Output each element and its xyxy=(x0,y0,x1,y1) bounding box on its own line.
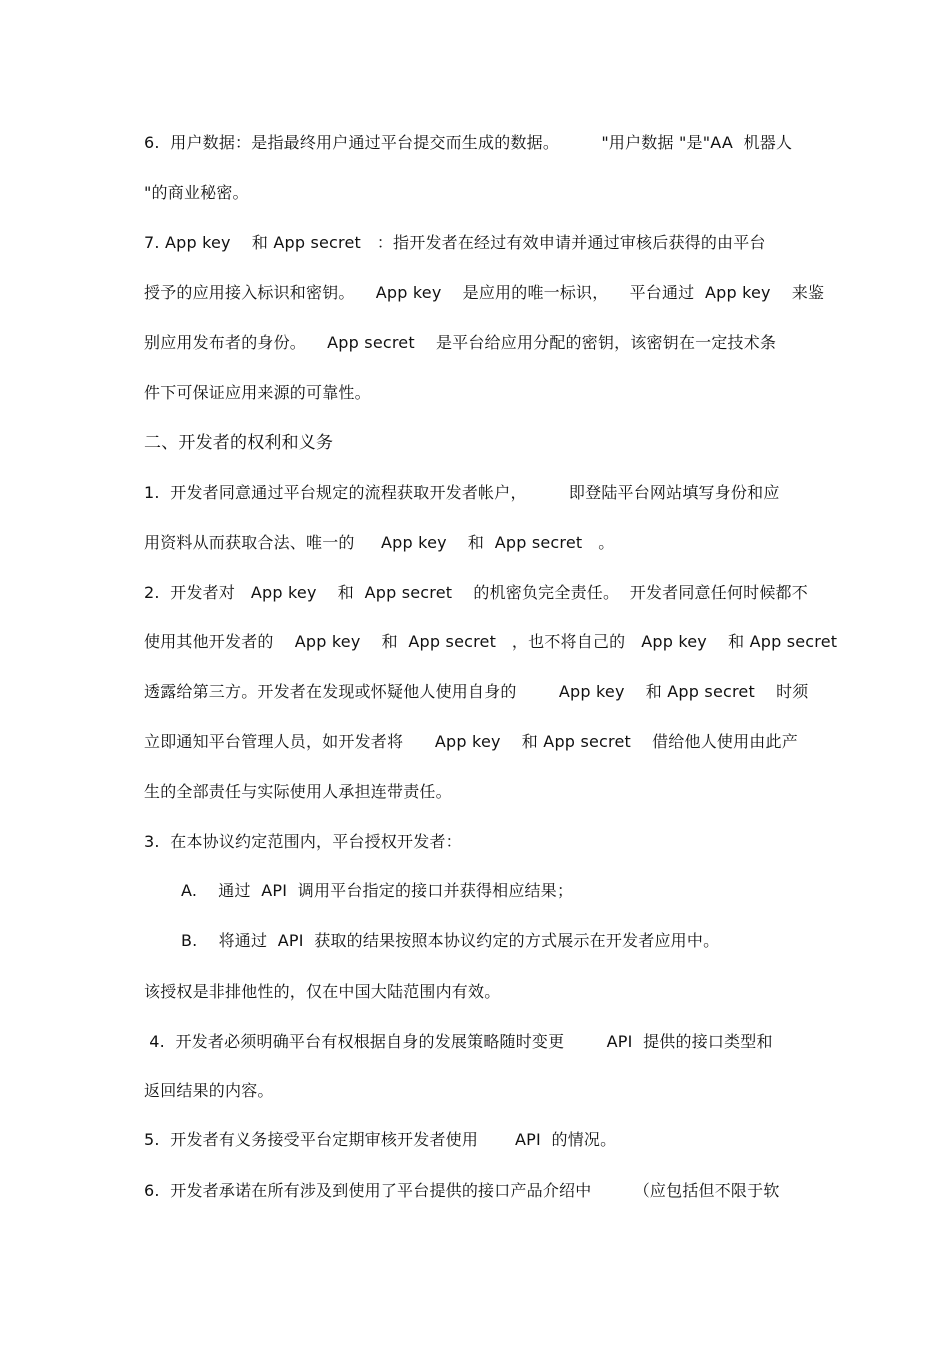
section-heading: 二、开发者的权利和义务 xyxy=(144,433,334,453)
paragraph-line: 3. 在本协议约定范围内，平台授权开发者： xyxy=(144,832,462,851)
paragraph-line: 6. 开发者承诺在所有涉及到使用了平台提供的接口产品介绍中 （应包括但不限于软 xyxy=(144,1181,780,1200)
paragraph-line: "的商业秘密。 xyxy=(144,183,249,202)
paragraph-line: 用资料从而获取合法、唯一的 App key 和 App secret 。 xyxy=(144,533,615,552)
paragraph-line: 使用其他开发者的 App key 和 App secret ，也不将自己的 App key 和 App secret xyxy=(144,632,838,651)
paragraph-line: 件下可保证应用来源的可靠性。 xyxy=(144,383,371,402)
paragraph-line: 别应用发布者的身份。 App secret 是平台给应用分配的密钥，该密钥在一定技术条 xyxy=(144,333,777,352)
paragraph-line: 5. 开发者有义务接受平台定期审核开发者使用 API 的情况。 xyxy=(144,1130,617,1149)
list-item: B. 将通过 API 获取的结果按照本协议约定的方式展示在开发者应用中。 xyxy=(181,931,720,950)
paragraph-line: 1. 开发者同意通过平台规定的流程获取开发者帐户， 即登陆平台网站填写身份和应 xyxy=(144,483,780,502)
paragraph-line: 该授权是非排他性的，仅在中国大陆范围内有效。 xyxy=(144,982,501,1001)
list-item: A. 通过 API 调用平台指定的接口并获得相应结果； xyxy=(181,881,574,900)
paragraph-line: 生的全部责任与实际使用人承担连带责任。 xyxy=(144,782,452,801)
paragraph-line: 7. App key 和 App secret ：指开发者在经过有效申请并通过审核后获得的由平台 xyxy=(144,233,766,252)
paragraph-line: 立即通知平台管理人员，如开发者将 App key 和 App secret 借给他人使用由此产 xyxy=(144,732,798,751)
paragraph-line: 返回结果的内容。 xyxy=(144,1081,274,1100)
paragraph-line: 2. 开发者对 App key 和 App secret 的机密负完全责任。 开发者同意任何时候都不 xyxy=(144,583,808,602)
paragraph-line: 6. 用户数据：是指最终用户通过平台提交而生成的数据。 "用户数据 "是"AA 机器人 xyxy=(144,133,793,152)
paragraph-line: 4. 开发者必须明确平台有权根据自身的发展策略随时变更 API 提供的接口类型和 xyxy=(144,1032,773,1051)
paragraph-line: 授予的应用接入标识和密钥。 App key 是应用的唯一标识， 平台通过 App key 来鉴 xyxy=(144,283,825,302)
paragraph-line: 透露给第三方。开发者在发现或怀疑他人使用自身的 App key 和 App secret 时须 xyxy=(144,682,809,701)
